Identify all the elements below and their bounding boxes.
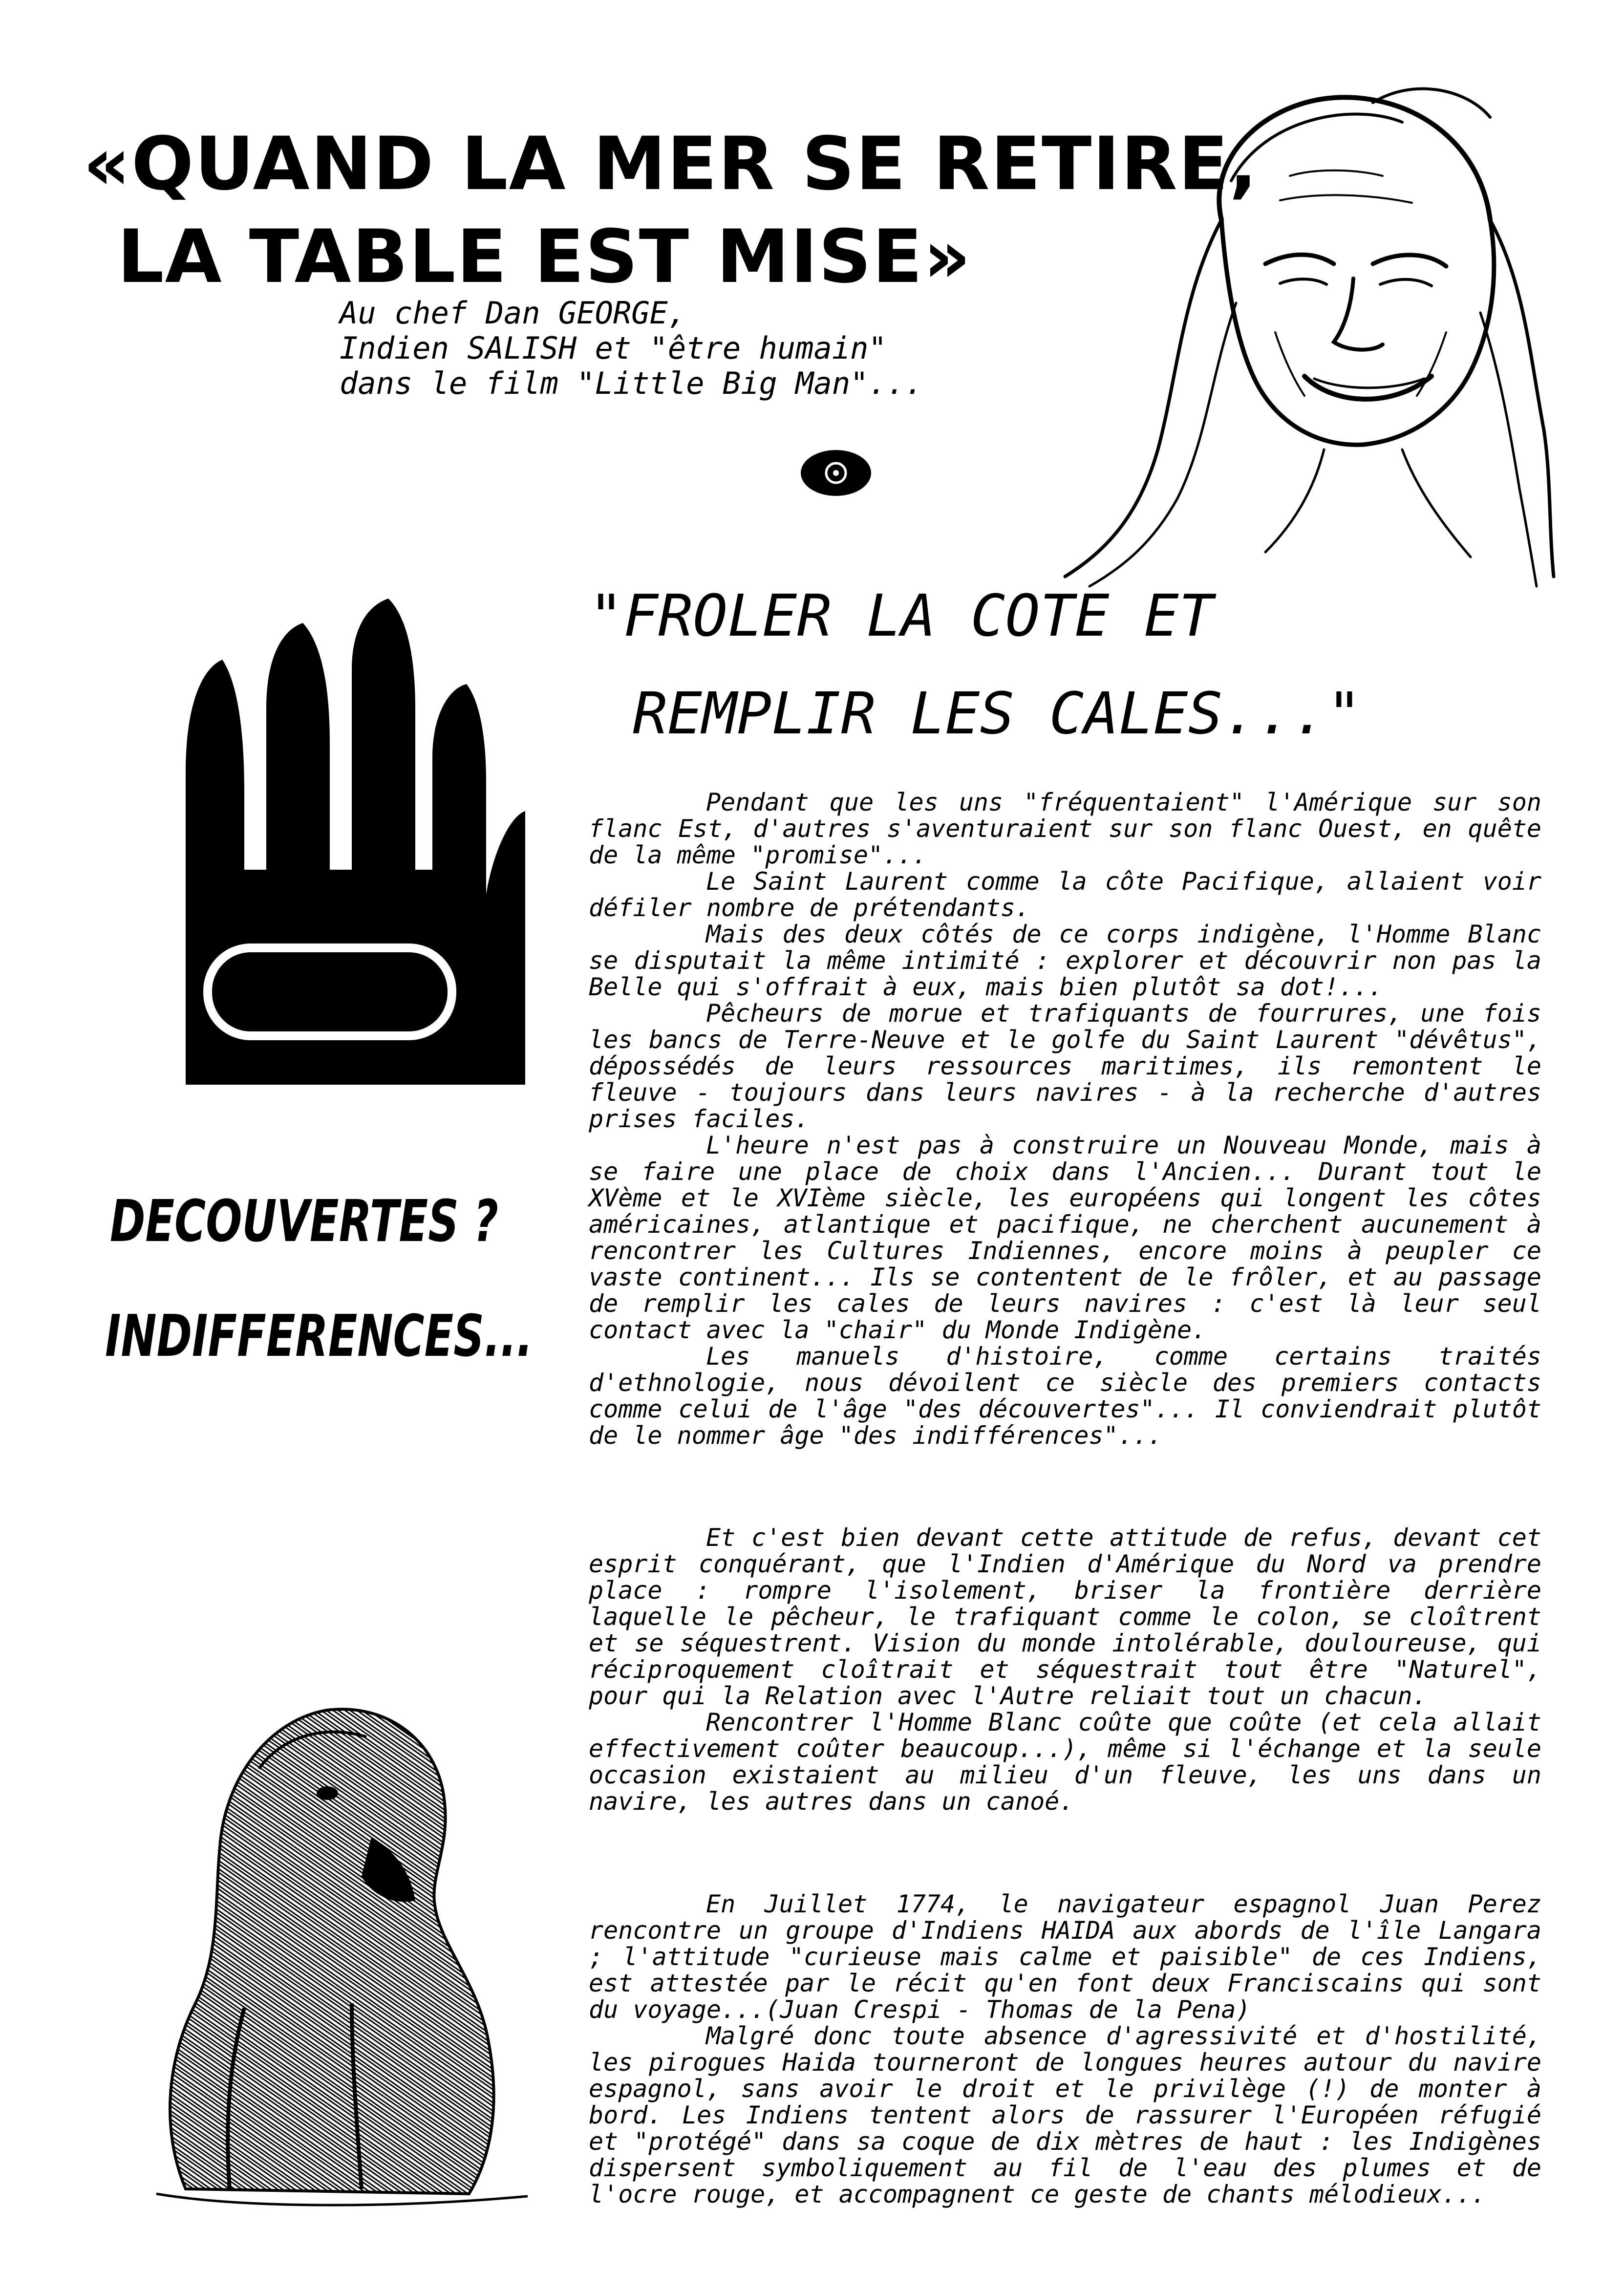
paragraph: Mais des deux côtés de ce corps indigène, l'Homme Blanc se disputait la même intimité : explorer et découvrir non pas la Belle qui s'offrait à eux, mais bien plutôt sa dot!... [589,920,1541,1001]
article-section-1 [589,789,1541,1449]
paragraph: Malgré donc toute absence d'agressivité et d'hostilité, les pirogues Haida tourneront de longues heures autour du navire espagnol, sans avoir le droit et le privilège (!) de monter à bord. Les Indiens tentent alors de rassurer l'Européen réfugié et "protégé" dans sa coque de dix mètres de haut : les Indigènes dispersent symboliquement au fil de l'eau des plumes et de l'ocre rouge, et accompagnent ce geste de chants mélodieux... [589,2022,1541,2208]
side-heading-line-1: DECOUVERTES ? [110,1187,499,1255]
paragraph: Les manuels d'histoire, comme certains traités d'ethnologie, nous dévoilent ce siècle des premiers contacts comme celui de l'âge "des découvertes"... Il conviendrait plutôt de le nommer âge "des indifférences"... [589,1342,1541,1450]
dedication [340,296,923,401]
subtitle-line-2: REMPLIR LES CALES..." [633,680,1362,747]
paragraph: Pendant que les uns "fréquentaient" l'Amérique sur son flanc Est, d'autres s'aventuraient sur son flanc Ouest, en quête de la même "promise"... [589,788,1541,869]
paragraph: L'heure n'est pas à construire un Nouveau Monde, mais à se faire une place de choix dans l'Ancien... Durant tout le XVème et le XVIème siècle, les européens qui longent les côtes américaines, atlantique et pacifique, ne cherchent aucunement à rencontrer les Cultures Indiennes, encore moins à peupler ce vaste continent... Ils se contentent de le frôler, et au passage de remplir les cales de leurs navires : c'est là leur seul contact avec la "chair" du Monde Indigène. [589,1131,1541,1344]
paragraph: Pêcheurs de morue et trafiquants de fourrures, une fois les bancs de Terre-Neuve et le golfe du Saint Laurent "dévêtus", dépossédés de leurs ressources maritimes, ils remontent le fleuve - toujours dans leurs navires - à la recherche d'autres prises faciles. [589,999,1541,1133]
article-section-2 [589,1524,1541,1815]
ornament-icon [799,449,873,497]
subtitle-line-1: "FROLER LA COTE ET [589,582,1214,649]
section-subtitle [574,567,1527,762]
paragraph: Le Saint Laurent comme la côte Pacifique, allaient voir défiler nombre de prétendants. [589,867,1541,922]
portrait-illustration [1060,59,1559,596]
paragraph: Et c'est bien devant cette attitude de refus, devant cet esprit conquérant, que l'Indien d'Amérique du Nord va prendre place : rompre l'isolement, briser la frontière derrière laquelle le pêcheur, le trafiquant comme le colon, se cloîtrent et se séquestrent. Vision du monde intolérable, douloureuse, qui réciproquement cloîtrait et séquestrait tout être "Naturel", pour qui la Relation avec l'Autre reliait tout un chacun. [589,1523,1541,1710]
dedication-line-2: Indien SALISH et "être humain" [340,330,887,366]
title-line-2: LA TABLE EST MISE» [117,214,972,300]
paragraph: En Juillet 1774, le navigateur espagnol Juan Perez rencontre un groupe d'Indiens HAIDA aux abords de l'île Langara ; l'attitude "curieuse mais calme et paisible" de ces Indiens, est attestée par le récit qu'en font deux Franciscains qui sont du voyage...(Juan Crespi - Thomas de la Pena) [589,1890,1541,2024]
title-line-1: «QUAND LA MER SE RETIRE, [83,121,1259,207]
bear-illustration [98,1691,562,2218]
paragraph: Rencontrer l'Homme Blanc coûte que coûte (et cela allait effectivement coûter beaucoup...), même si l'échange et la seule occasion existaient au milieu d'un fleuve, les uns dans un navire, les autres dans un canoé. [589,1708,1541,1816]
dedication-line-3: dans le film "Little Big Man"... [340,365,923,401]
article-section-3 [589,1891,1541,2207]
hand-emblem-icon [166,596,528,1094]
dedication-line-1: Au chef Dan GEORGE, [340,295,686,331]
side-heading-line-2: INDIFFERENCES... [105,1302,533,1370]
